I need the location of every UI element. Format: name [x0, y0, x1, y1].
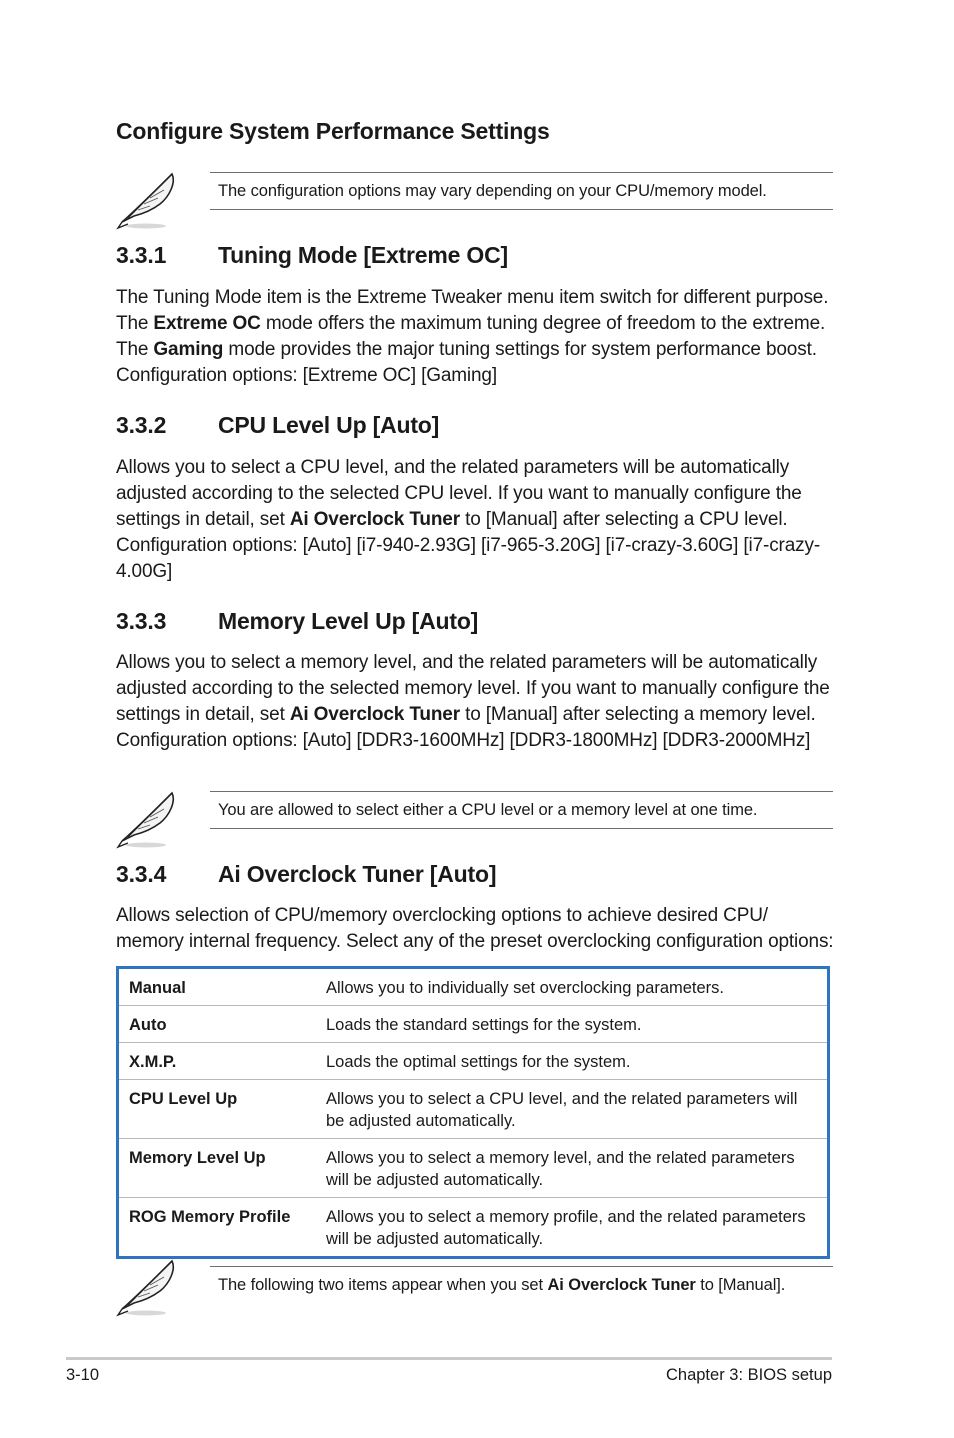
option-name: ROG Memory Profile: [129, 1208, 291, 1226]
section-body-3-3-1: [116, 285, 836, 389]
note-text: [218, 1267, 785, 1303]
option-description: Allows you to select a memory profile, and the related parameters will be adjusted automatically.: [326, 1208, 806, 1248]
overclock-options-table: [116, 966, 830, 1259]
feather-pen-icon: [116, 785, 180, 849]
body-text: Allows selection of CPU/memory overclocking options to achieve desired CPU/ memory internal frequency. Select any of the preset overclocking configuration options:: [116, 905, 834, 952]
body-bold: Ai Overclock Tuner: [289, 704, 460, 725]
option-name: CPU Level Up: [129, 1090, 238, 1108]
option-description: Loads the optimal settings for the system.: [326, 1053, 631, 1071]
chapter-label: Chapter 3: BIOS setup: [665, 1366, 832, 1384]
section-title: Ai Overclock Tuner [Auto]: [218, 861, 497, 887]
body-bold: Ai Overclock Tuner: [289, 509, 460, 530]
section-heading-3-3-2: [116, 412, 439, 439]
body-text: mode offers the maximum tuning degree of freedom to the extreme. The: [116, 313, 826, 360]
body-text: Configuration options: [Auto] [DDR3-1600MHz] [DDR3-1800MHz] [DDR3-2000MHz]: [116, 730, 811, 751]
section-number: 3.3.4: [116, 861, 167, 887]
note-box: [210, 1266, 833, 1303]
body-text: The Tuning Mode item is the Extreme Tweaker menu item switch for different purpose. The: [116, 287, 829, 334]
feather-pen-icon: [116, 1253, 180, 1317]
option-description: Allows you to select a memory level, and the related parameters will be adjusted automatically.: [326, 1149, 795, 1189]
section-title: CPU Level Up [Auto]: [218, 412, 440, 438]
option-description: Loads the standard settings for the system.: [326, 1016, 642, 1034]
table-row: [119, 1079, 827, 1138]
option-description: Allows you to select a CPU level, and the related parameters will be adjusted automatically.: [326, 1090, 798, 1130]
section-title: Tuning Mode [Extreme OC]: [218, 242, 508, 268]
note-text: The configuration options may vary depending on your CPU/memory model.: [218, 182, 767, 200]
page-number: 3-10: [66, 1366, 100, 1384]
note-text-part: The following two items appear when you set: [218, 1276, 548, 1294]
note-text: You are allowed to select either a CPU level or a memory level at one time.: [218, 801, 758, 819]
note-box: [210, 791, 833, 829]
section-body-3-3-4: [116, 903, 836, 955]
section-title: Memory Level Up [Auto]: [218, 608, 479, 634]
body-text: to [Manual] after selecting a CPU level. Configuration options: [Auto] [i7-940-2.93G] [i7-965-3.20G] [i7-crazy-3.60G] [i7-crazy-4.00G]: [116, 509, 821, 582]
note-bold: Ai Overclock Tuner: [547, 1276, 696, 1294]
option-description: Allows you to individually set overclocking parameters.: [326, 979, 725, 997]
note-3: [116, 1253, 833, 1317]
section-heading-3-3-3: [116, 608, 478, 635]
body-text: Allows you to select a CPU level, and the related parameters will be automatically adjusted according to the selected CPU level. If you want to manually configure the settings in detail, set: [116, 457, 802, 530]
table-row: [119, 1042, 827, 1079]
option-name: X.M.P.: [129, 1053, 177, 1071]
table-row: [119, 1197, 827, 1256]
section-number: 3.3.3: [116, 608, 167, 634]
section-heading-3-3-4: [116, 861, 496, 888]
footer-divider: [66, 1357, 832, 1360]
table-row: [119, 1138, 827, 1197]
section-number: 3.3.2: [116, 412, 167, 438]
body-text: Allows you to select a memory level, and the related parameters will be automatically adjusted according to the selected memory level. If you want to manually configure the settings in detail, set: [116, 652, 830, 725]
option-name: Auto: [129, 1016, 167, 1034]
note-box: [210, 172, 833, 210]
table-row: [119, 969, 827, 1005]
feather-pen-icon: [116, 166, 180, 230]
page-title: Configure System Performance Settings: [116, 118, 550, 144]
body-bold: Gaming: [153, 339, 224, 360]
option-name: Memory Level Up: [129, 1149, 266, 1167]
table-row: [119, 1005, 827, 1042]
section-body-3-3-2: [116, 455, 836, 585]
section-body-3-3-3: [116, 650, 836, 754]
body-text: to [Manual] after selecting a memory level.: [459, 704, 816, 725]
body-bold: Extreme OC: [153, 313, 261, 334]
section-number: 3.3.1: [116, 242, 167, 268]
note-1: [116, 166, 833, 230]
body-text: mode provides the major tuning settings for system performance boost. Configuration options: [Extreme OC] [Gaming]: [116, 339, 817, 386]
note-text-part: to [Manual].: [695, 1276, 786, 1294]
option-name: Manual: [129, 979, 186, 997]
section-heading-3-3-1: [116, 242, 508, 269]
note-2: [116, 785, 833, 849]
